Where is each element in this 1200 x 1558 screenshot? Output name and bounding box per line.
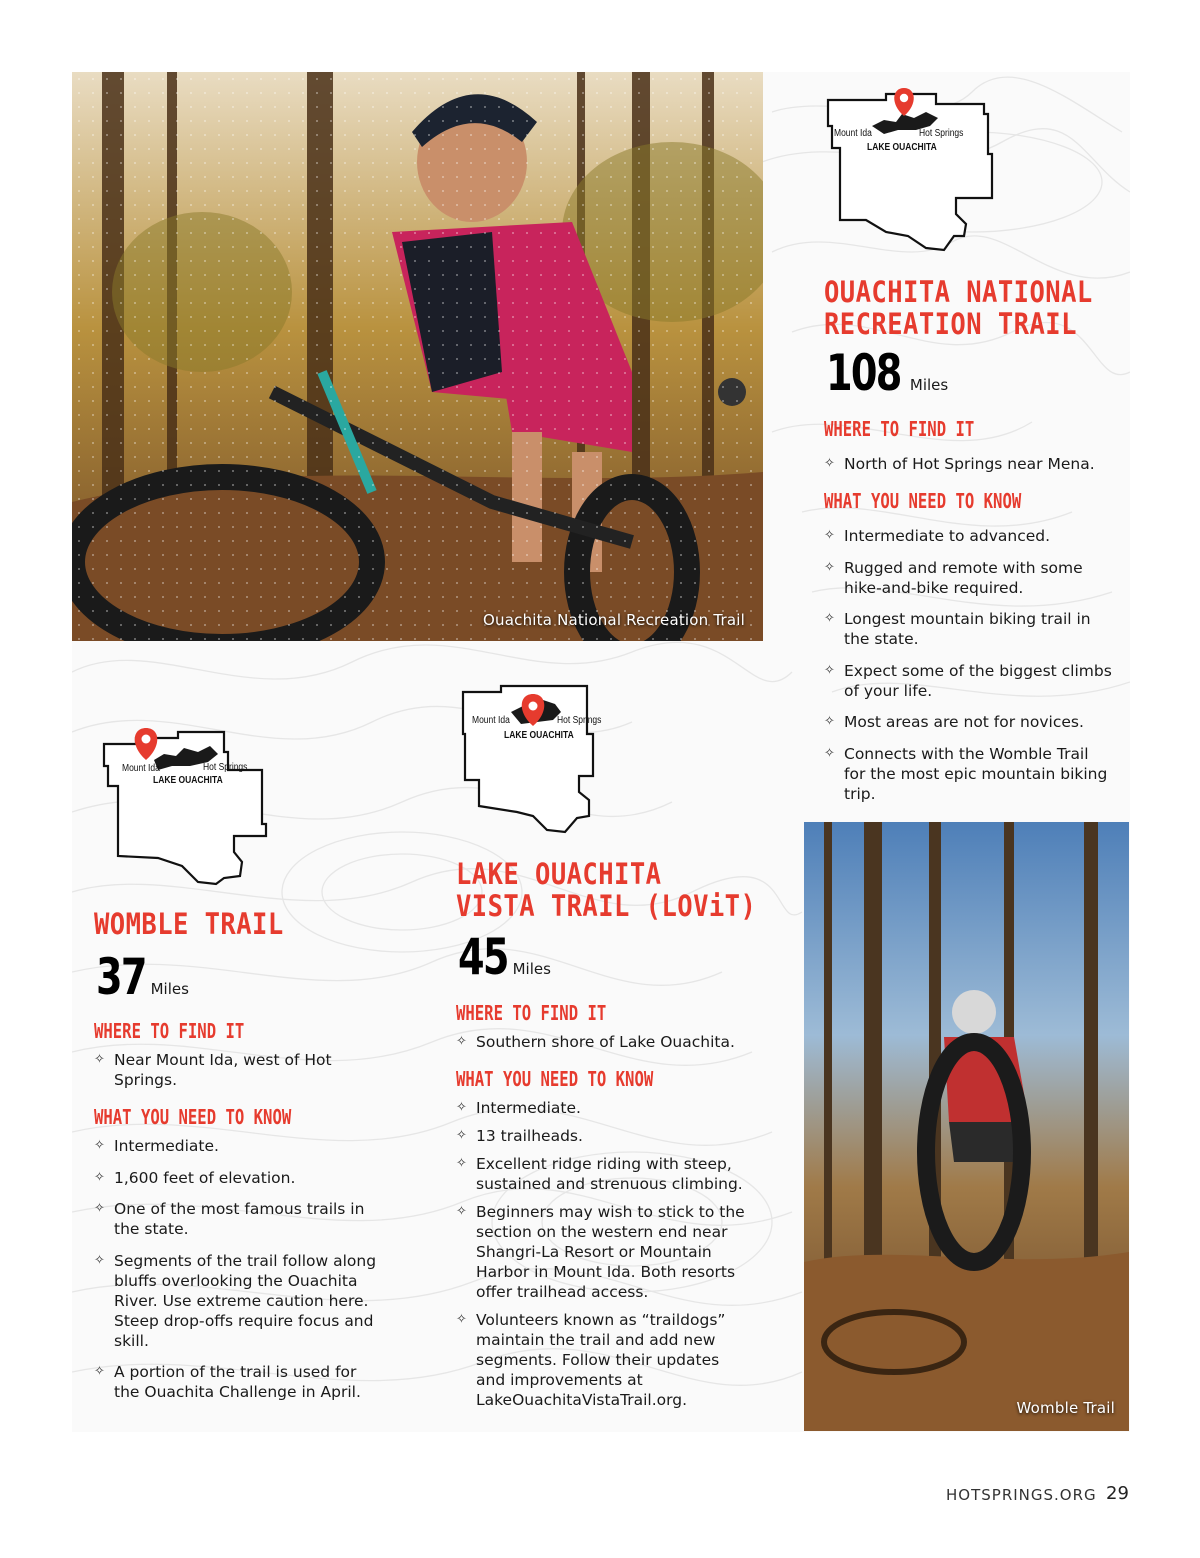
list-item: ✧ Volunteers known as “traildogs” maintain the trail and add new segments. Follow their updates and improvements at LakeOuachitaVistaTrail.org. — [456, 1310, 746, 1410]
list-item: ✧ A portion of the trail is used for the Ouachita Challenge in April. — [94, 1362, 379, 1402]
map-label-mount-ida: Mount Ida — [122, 763, 160, 774]
know-heading: WHAT YOU NEED TO KNOW — [824, 489, 1022, 513]
where-heading: WHERE TO FIND IT — [456, 1001, 607, 1025]
map-label-mount-ida: Mount Ida — [472, 715, 510, 726]
know-heading: WHAT YOU NEED TO KNOW — [94, 1105, 292, 1129]
list-item: ✧ Segments of the trail follow along bluffs overlooking the Ouachita River. Use extreme caution here. Steep drop-offs require focus and skill. — [94, 1251, 379, 1351]
trail-title-line: OUACHITA NATIONAL — [824, 275, 1093, 309]
trail-title-line: RECREATION TRAIL — [824, 307, 1077, 341]
list-item: ✧ Most areas are not for novices. — [824, 712, 1114, 732]
trail-miles-ouachita — [826, 344, 949, 402]
map-label-lake: LAKE OUACHITA — [153, 775, 223, 786]
list-item: ✧ Connects with the Womble Trail for the most epic mountain biking trip. — [824, 744, 1114, 804]
list-item: ✧ Near Mount Ida, west of Hot Springs. — [94, 1050, 334, 1090]
know-list — [456, 1098, 746, 1422]
trail-map-womble — [98, 726, 268, 890]
trail-miles-lovit — [458, 928, 551, 986]
trail-miles-womble — [96, 948, 189, 1006]
where-heading: WHERE TO FIND IT — [824, 417, 975, 441]
trail-title-ouachita — [824, 276, 1093, 340]
miles-unit: Miles — [150, 980, 189, 998]
miles-number: 45 — [458, 928, 508, 986]
trail-title-line: VISTA TRAIL (LOViT) — [456, 889, 757, 923]
miles-unit: Miles — [512, 960, 551, 978]
list-item: ✧ 13 trailheads. — [456, 1126, 746, 1146]
trail-title-line: WOMBLE TRAIL — [94, 907, 284, 941]
list-item: ✧ Southern shore of Lake Ouachita. — [456, 1032, 756, 1052]
photo-ouachita-rider — [72, 72, 763, 641]
trail-title-lovit — [456, 858, 756, 922]
photo-womble-rider — [804, 822, 1129, 1431]
photo-caption: Ouachita National Recreation Trail — [483, 611, 745, 629]
list-item: ✧ Beginners may wish to stick to the section on the western end near Shangri-La Resort or Mountain Harbor in Mount Ida. Both resorts offer trailhead access. — [456, 1202, 746, 1302]
miles-number: 108 — [826, 344, 901, 402]
where-list — [824, 454, 1114, 486]
know-list — [94, 1136, 379, 1414]
footer-website: HOTSPRINGS.ORG — [946, 1486, 1097, 1504]
miles-unit: Miles — [909, 376, 949, 394]
miles-number: 37 — [96, 948, 146, 1006]
trail-title-line: LAKE OUACHITA — [456, 857, 662, 891]
map-label-hot-springs: Hot Springs — [919, 128, 964, 139]
list-item: ✧ Expect some of the biggest climbs of your life. — [824, 661, 1114, 701]
list-item: ✧ Excellent ridge riding with steep, sustained and strenuous climbing. — [456, 1154, 746, 1194]
know-list — [824, 526, 1114, 815]
list-item: ✧ One of the most famous trails in the state. — [94, 1199, 379, 1239]
map-label-lake: LAKE OUACHITA — [504, 730, 574, 741]
map-label-lake: LAKE OUACHITA — [867, 142, 937, 153]
where-heading: WHERE TO FIND IT — [94, 1019, 245, 1043]
list-item: ✧ Longest mountain biking trail in the state. — [824, 609, 1114, 649]
list-item: ✧ Intermediate to advanced. — [824, 526, 1114, 546]
where-list — [94, 1050, 334, 1102]
map-label-hot-springs: Hot Springs — [203, 762, 248, 773]
know-heading: WHAT YOU NEED TO KNOW — [456, 1067, 654, 1091]
trail-map-ouachita — [826, 86, 996, 256]
trail-map-lovit — [461, 684, 609, 842]
map-label-mount-ida: Mount Ida — [834, 128, 872, 139]
map-label-hot-springs: Hot Springs — [557, 715, 602, 726]
photo-caption: Womble Trail — [1016, 1399, 1115, 1417]
trail-title-womble — [94, 908, 284, 940]
list-item: ✧ Rugged and remote with some hike-and-bike required. — [824, 558, 1114, 598]
list-item: ✧ Intermediate. — [94, 1136, 379, 1156]
page-number: 29 — [1106, 1483, 1129, 1504]
list-item: ✧ North of Hot Springs near Mena. — [824, 454, 1114, 474]
where-list — [456, 1032, 756, 1064]
list-item: ✧ Intermediate. — [456, 1098, 746, 1118]
list-item: ✧ 1,600 feet of elevation. — [94, 1168, 379, 1188]
